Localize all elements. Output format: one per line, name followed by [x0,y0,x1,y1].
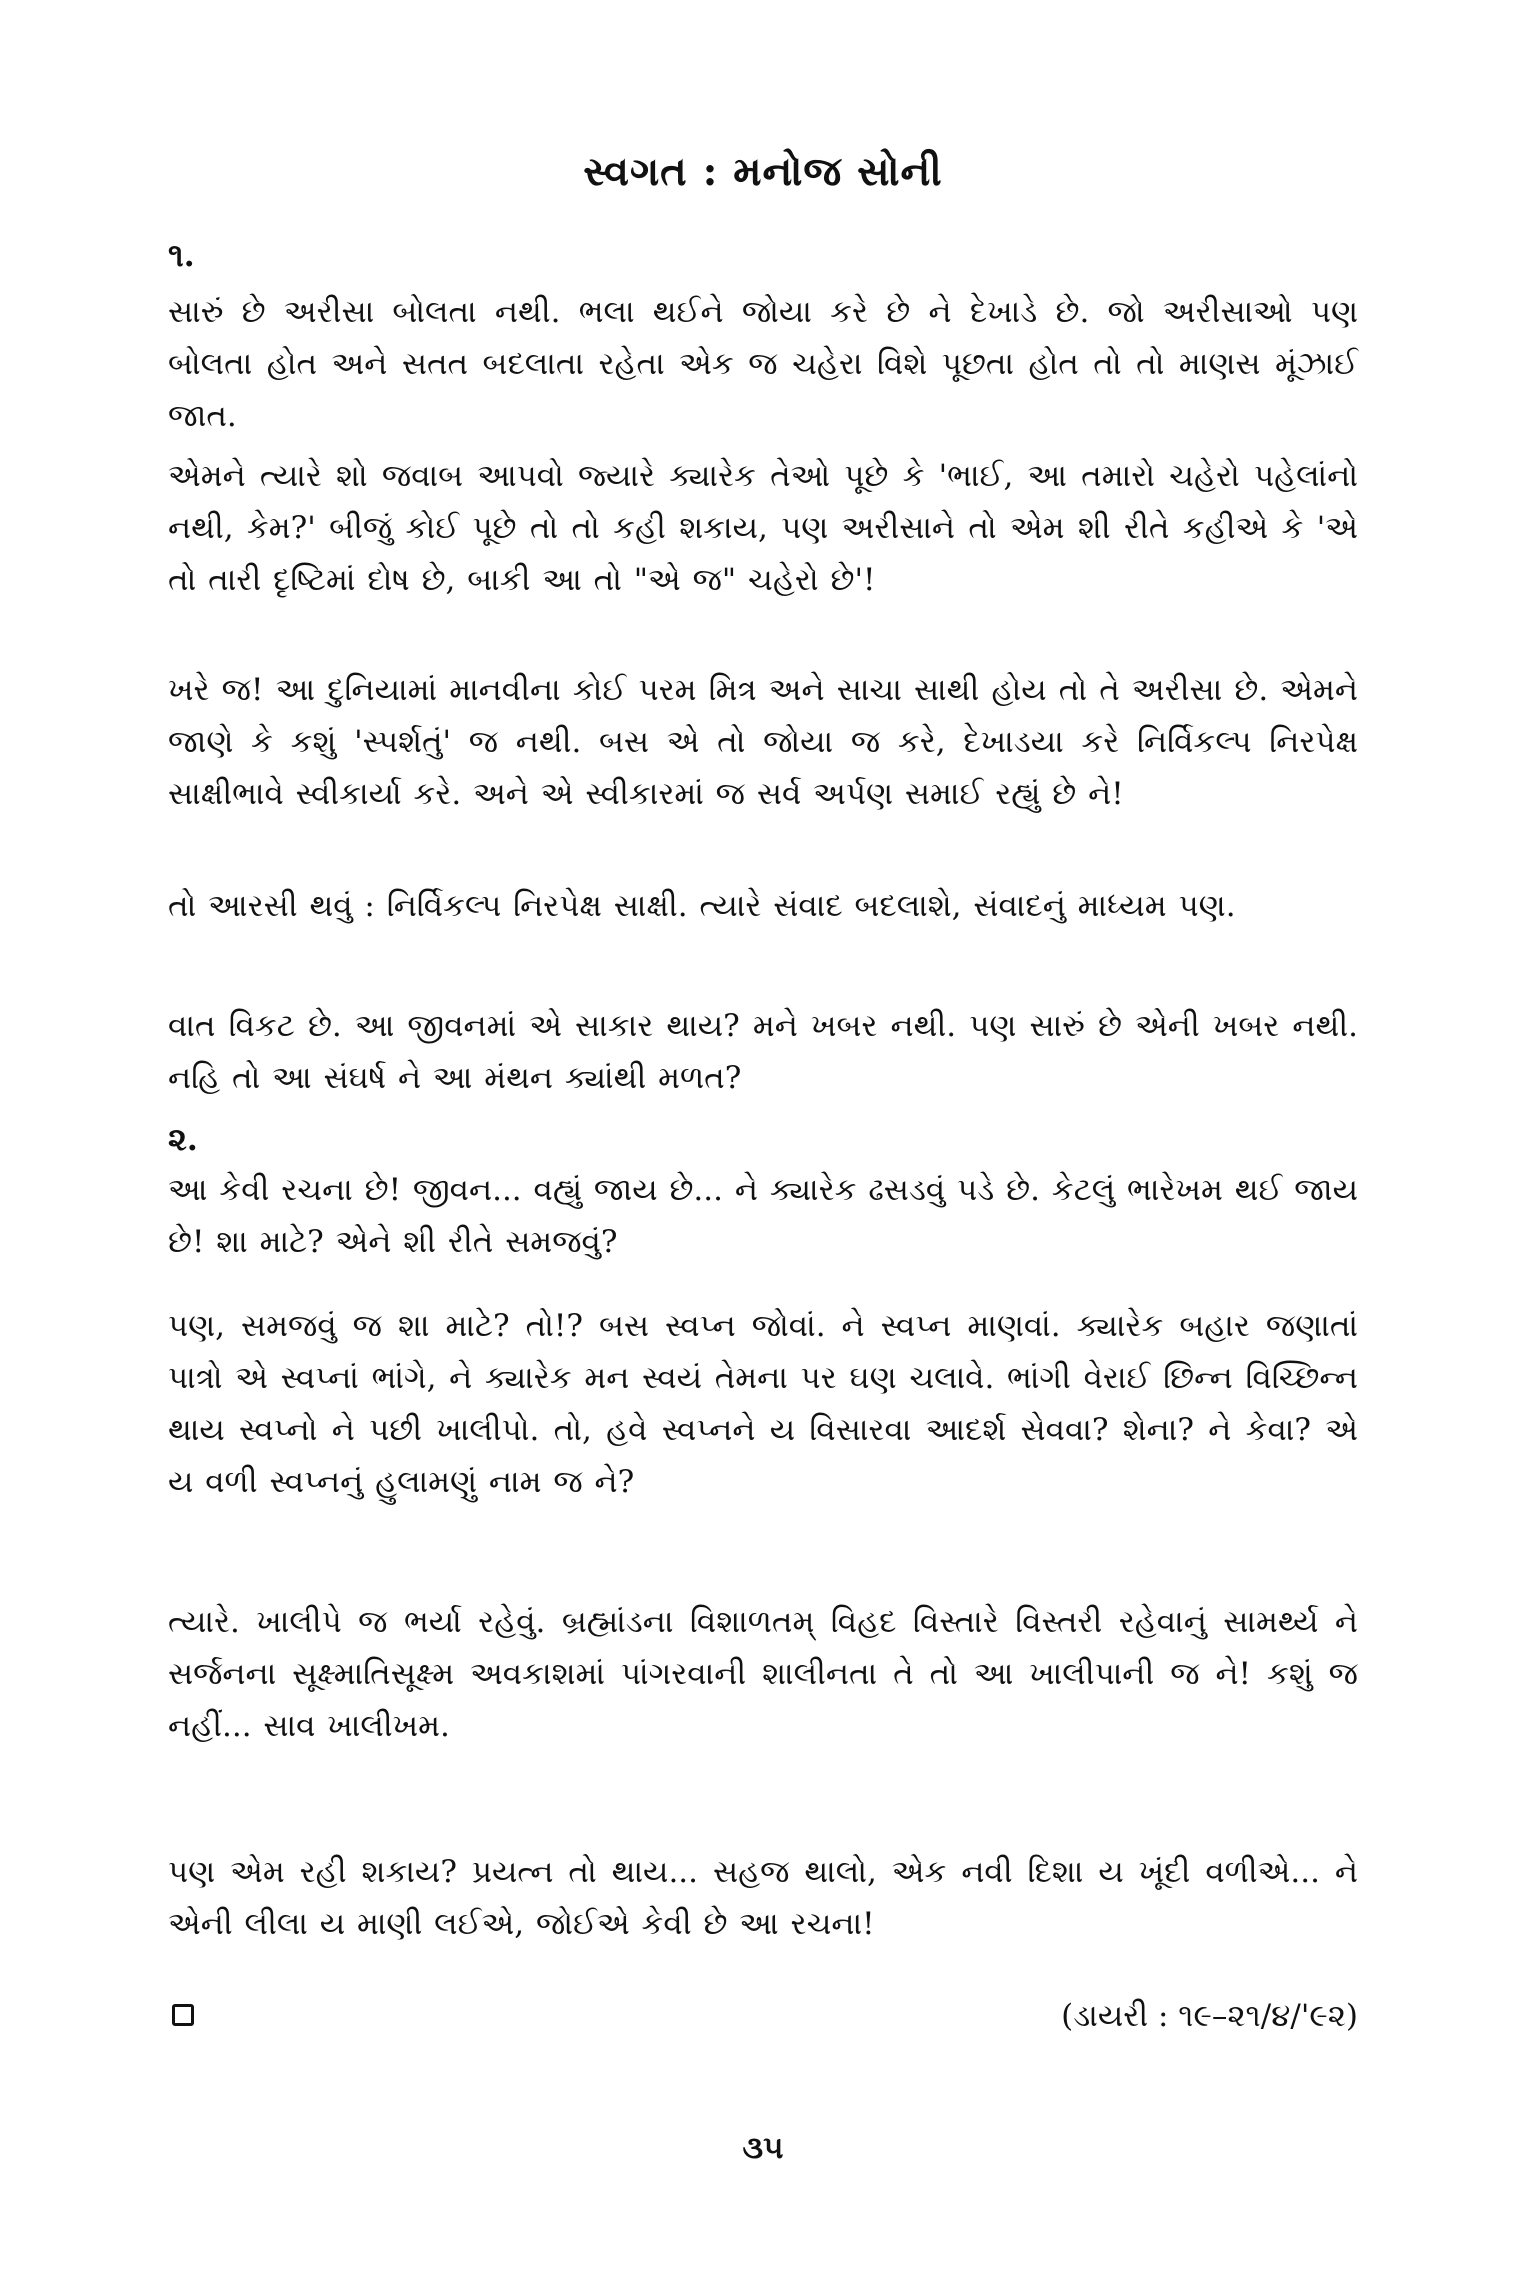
section-number-1: ૧. [168,236,195,274]
paragraph-1-5: વાત વિકટ છે. આ જીવનમાં એ સાકાર થાય? મને ખબર નથી. પણ સારું છે એની ખબર નથી. નહિ તો આ સંઘર્ષ ને આ મંથન ક્યાંથી મળત? [168,1008,1358,1096]
diary-date-note: (ડાયરી : ૧૯–૨૧/૪/'૯૨) [1061,1998,1358,2034]
paragraph-2-1: આ કેવી રચના છે! જીવન... વહ્યું જાય છે... ને ક્યારેક ઢસડવું પડે છે. કેટલું ભારેખમ થઈ જાય છે! શા માટે? એને શી રીતે સમજવું? [168,1172,1358,1260]
page-title: સ્વગત : મનોજ સોની [583,148,943,195]
closing-row [168,1990,1358,2046]
paragraph-1-4: તો આરસી થવું : નિર્વિકલ્પ નિરપેક્ષ સાક્ષી. ત્યારે સંવાદ બદલાશે, સંવાદનું માધ્યમ પણ. [168,888,1236,924]
paragraph-2-3: ત્યારે. ખાલીપે જ ભર્યા રહેવું. બ્રહ્માંડના વિશાળતમ્ વિહદ વિસ્તારે વિસ્તરી રહેવાનું સામર્થ્ય ને સર્જનના સૂક્ષ્માતિસૂક્ષ્મ અવકાશમાં પાંગરવાની શાલીનતા તે તો આ ખાલીપાની જ ને! કશું જ નહીં... સાવ ખાલીખમ. [168,1604,1358,1744]
paragraph-1-3: ખરે જ! આ દુનિયામાં માનવીના કોઈ પરમ મિત્ર અને સાચા સાથી હોય તો તે અરીસા છે. એમને જાણે કે કશું 'સ્પર્શતું' જ નથી. બસ એ તો જોયા જ કરે, દેખાડયા કરે નિર્વિકલ્પ નિરપેક્ષ સાક્ષીભાવે સ્વીકાર્યા કરે. અને એ સ્વીકારમાં જ સર્વ અર્પણ સમાઈ રહ્યું છે ને! [168,672,1358,812]
paragraph-1-1: સારું છે અરીસા બોલતા નથી. ભલા થઈને જોયા કરે છે ને દેખાડે છે. જો અરીસાઓ પણ બોલતા હોત અને સતત બદલાતા રહેતા એક જ ચહેરા વિશે પૂછતા હોત તો તો માણસ મૂંઝાઈ જાત. [168,294,1358,434]
paragraph-1-2: એમને ત્યારે શો જવાબ આપવો જ્યારે ક્યારેક તેઓ પૂછે કે 'ભાઈ, આ તમારો ચહેરો પહેલાંનો નથી, કેમ?' બીજું કોઈ પૂછે તો તો કહી શકાય, પણ અરીસાને તો એમ શી રીતે કહીએ કે 'એ તો તારી દૃષ્ટિમાં દોષ છે, બાકી આ તો "એ જ" ચહેરો છે'! [168,458,1358,598]
page-number: ૩૫ [742,2130,784,2166]
paragraph-2-4: પણ એમ રહી શકાય? પ્રયત્ન તો થાય... સહજ થાલો, એક નવી દિશા ય ખૂંદી વળીએ... ને એની લીલા ય માણી લઈએ, જોઈએ કેવી છે આ રચના! [168,1854,1358,1942]
end-mark-icon [172,2004,194,2026]
paragraph-2-2: પણ, સમજવું જ શા માટે? તો!? બસ સ્વપ્ન જોવાં. ને સ્વપ્ન માણવાં. ક્યારેક બહાર જણાતાં પાત્રો એ સ્વપ્નાં ભાંગે, ને ક્યારેક મન સ્વયં તેમના પર ઘણ ચલાવે. ભાંગી વેરાઈ છિન્ન વિચ્છિન્ન થાય સ્વપ્નો ને પછી ખાલીપો. તો, હવે સ્વપ્નને ય વિસારવા આદર્શ સેવવા? શેના? ને કેવા? એ ય વળી સ્વપ્નનું હુલામણું નામ જ ને? [168,1308,1358,1500]
section-number-2: ૨. [168,1120,198,1158]
